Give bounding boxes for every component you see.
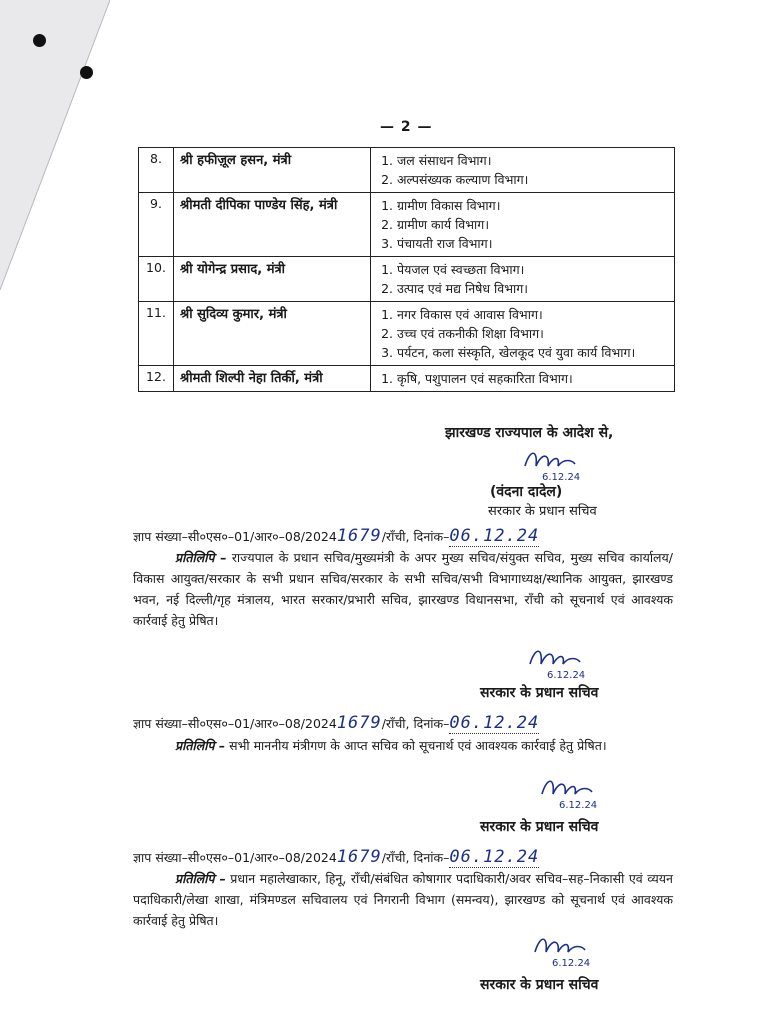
copy-label: प्रतिलिपि – xyxy=(175,871,226,886)
department-item: 1. ग्रामीण विकास विभाग। xyxy=(397,196,668,215)
memo-date: 06.12.24 xyxy=(449,526,540,546)
department-item: 2. उत्पाद एवं मद्य निषेध विभाग। xyxy=(397,279,668,298)
by-order-line: झारखण्ड राज्यपाल के आदेश से, xyxy=(445,425,614,441)
copy-label: प्रतिलिपि – xyxy=(175,550,227,565)
serial-number: 10. xyxy=(139,257,174,302)
svg-text:6.12.24: 6.12.24 xyxy=(552,958,590,969)
signatory-designation: सरकार के प्रधान सचिव xyxy=(480,685,599,701)
officer-name: (वंदना दादेल) xyxy=(490,484,563,500)
copy-paragraph: प्रतिलिपि – राज्यपाल के प्रधान सचिव/मुख्यमंत्री के अपर मुख्य सचिव/संयुक्त सचिव, मुख्य सचिव कार्यालय/विकास आयुक्त/सरकार के सभी प्रधान सचिव/सरकार के सभी सचिव/सभी विभागाध्यक्ष/स्थानिक आयुक्त, झारखण्ड भवन, नई दिल्ली/गृह मंत्रालय, भारत सरकार/प्रभारी सचिव, झारखण्ड विधानसभा, राँची को सूचनार्थ एवं आवश्यक कार्रवाई हेतु प्रेषित। xyxy=(133,550,673,628)
department-item: 1. जल संसाधन विभाग। xyxy=(397,151,668,170)
punch-hole xyxy=(33,34,46,47)
signatory-designation: सरकार के प्रधान सचिव xyxy=(480,977,599,993)
department-list xyxy=(371,302,675,366)
memo-number: 1679 xyxy=(336,526,382,546)
memo-number: 1679 xyxy=(336,713,382,733)
minister-name: श्रीमती दीपिका पाण्डेय सिंह, मंत्री xyxy=(174,193,371,257)
minister-row xyxy=(139,366,675,392)
department-item: 3. पंचायती राज विभाग। xyxy=(397,234,668,253)
department-item: 2. उच्च एवं तकनीकी शिक्षा विभाग। xyxy=(397,324,668,343)
department-item: 3. पर्यटन, कला संस्कृति, खेलकूद एवं युवा कार्य विभाग। xyxy=(397,343,668,362)
minister-name: श्री सुदिव्य कुमार, मंत्री xyxy=(174,302,371,366)
department-item: 2. अल्पसंख्यक कल्याण विभाग। xyxy=(397,170,668,189)
memo-number: 1679 xyxy=(336,847,382,867)
minister-name: श्री योगेन्द्र प्रसाद, मंत्री xyxy=(174,257,371,302)
copy-paragraph: प्रतिलिपि – सभी माननीय मंत्रीगण के आप्त सचिव को सूचनार्थ एवं आवश्यक कार्रवाई हेतु प्रेषित। xyxy=(175,738,607,753)
signature-2 xyxy=(525,642,585,682)
copy-paragraph: प्रतिलिपि – प्रधान महालेखाकार, हिनू, राँची/संबंधित कोषागार पदाधिकारी/अवर सचिव–सह–निकासी एवं व्ययन पदाधिकारी/लेखा शाखा, मंत्रिमण्डल सचिवालय एवं निगरानी विभाग (समन्वय), झारखण्ड को सूचनार्थ एवं आवश्यक कार्रवाई हेतु प्रेषित। xyxy=(133,871,673,928)
serial-number: 12. xyxy=(139,366,174,392)
department-list xyxy=(371,193,675,257)
page-fold-shadow xyxy=(0,0,110,290)
memo-reference: ज्ञाप संख्या–सी०एस०–01/आर०–08/20241679/राँची, दिनांक–06.12.24 xyxy=(133,713,540,733)
signature-4 xyxy=(530,930,590,970)
department-item: 2. ग्रामीण कार्य विभाग। xyxy=(397,215,668,234)
minister-row xyxy=(139,148,675,193)
page-number: — 2 — xyxy=(380,119,433,135)
punch-hole xyxy=(80,66,93,79)
copy-label: प्रतिलिपि – xyxy=(175,738,226,753)
signature-3 xyxy=(537,772,597,812)
department-item: 1. कृषि, पशुपालन एवं सहकारिता विभाग। xyxy=(397,369,668,388)
department-item: 1. पेयजल एवं स्वच्छता विभाग। xyxy=(397,260,668,279)
department-list xyxy=(371,148,675,193)
svg-text:6.12.24: 6.12.24 xyxy=(547,670,585,681)
memo-date: 06.12.24 xyxy=(449,847,540,867)
department-list xyxy=(371,257,675,302)
department-item: 1. नगर विकास एवं आवास विभाग। xyxy=(397,305,668,324)
minister-name: श्रीमती शिल्पी नेहा तिर्की, मंत्री xyxy=(174,366,371,392)
minister-row xyxy=(139,257,675,302)
serial-number: 11. xyxy=(139,302,174,366)
memo-reference: ज्ञाप संख्या–सी०एस०–01/आर०–08/20241679/राँची, दिनांक–06.12.24 xyxy=(133,526,540,546)
memo-date: 06.12.24 xyxy=(449,713,540,733)
officer-designation: सरकार के प्रधान सचिव xyxy=(488,504,597,519)
ministers-table xyxy=(138,147,675,392)
svg-text:6.12.24: 6.12.24 xyxy=(559,800,597,811)
signatory-designation: सरकार के प्रधान सचिव xyxy=(480,819,599,835)
memo-reference: ज्ञाप संख्या–सी०एस०–01/आर०–08/20241679/राँची, दिनांक–06.12.24 xyxy=(133,847,540,867)
serial-number: 8. xyxy=(139,148,174,193)
minister-name: श्री हफीज़ूल हसन, मंत्री xyxy=(174,148,371,193)
department-list xyxy=(371,366,675,392)
signature-1 xyxy=(520,444,580,484)
minister-row xyxy=(139,302,675,366)
serial-number: 9. xyxy=(139,193,174,257)
svg-text:6.12.24: 6.12.24 xyxy=(542,472,580,483)
minister-row xyxy=(139,193,675,257)
